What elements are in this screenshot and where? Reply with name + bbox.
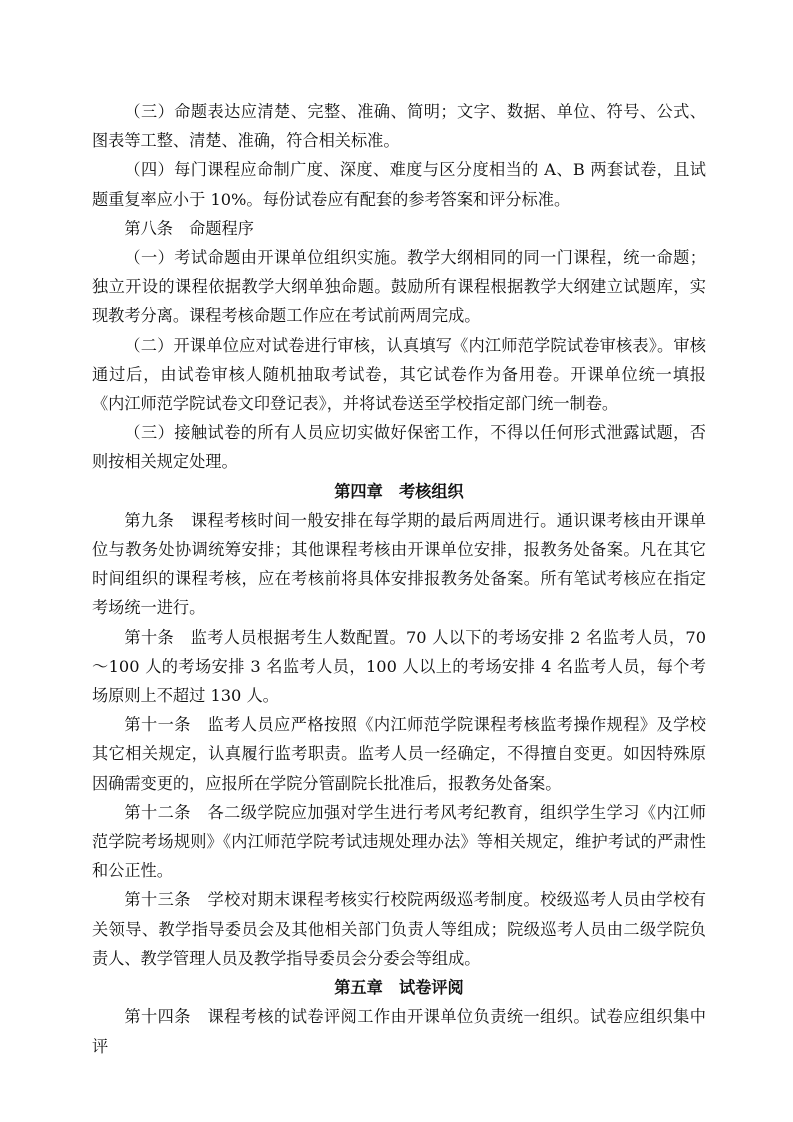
paragraph: 第九条 课程考核时间一般安排在每学期的最后两周进行。通识课考核由开课单位与教务处协调统筹安排；其他课程考核由开课单位安排，报教务处备案。凡在其它时间组织的课程考核，应在考核前将具体安排报教务处备案。所有笔试考核应在指定考场统一进行。	[92, 510, 706, 618]
paragraph: （三）命题表达应清楚、完整、准确、简明；文字、数据、单位、符号、公式、图表等工整、清楚、准确，符合相关标准。	[92, 102, 706, 151]
chapter-heading: 第四章 考核组织	[334, 481, 464, 501]
article-title: 第八条 命题程序	[124, 218, 254, 238]
paragraph: （二）开课单位应对试卷进行审核，认真填写《内江师范学院试卷审核表》。审核通过后，由试卷审核人随机抽取考试卷，其它试卷作为备用卷。开课单位统一填报《内江师范学院试卷文印登记表》，并将试卷送至学校指定部门统一制卷。	[92, 335, 706, 414]
paragraph: 第十二条 各二级学院应加强对学生进行考风考纪教育，组织学生学习《内江师范学院考场规则》《内江师范学院考试违规处理办法》等相关规定，维护考试的严肃性和公正性。	[92, 802, 706, 881]
paragraph: 第十三条 学校对期末课程考核实行校院两级巡考制度。校级巡考人员由学校有关领导、教学指导委员会及其他相关部门负责人等组成；院级巡考人员由二级学院负责人、教学管理人员及教学指导委员会分委会等组成。	[92, 890, 706, 968]
paragraph: 第十一条 监考人员应严格按照《内江师范学院课程考核监考操作规程》及学校其它相关规定，认真履行监考职责。监考人员一经确定，不得擅自变更。如因特殊原因确需变更的，应报所在学院分管副院长批准后，报教务处备案。	[92, 715, 706, 793]
paragraph: 第十条 监考人员根据考生人数配置。70 人以下的考场安排 2 名监考人员，70～100 人的考场安排 3 名监考人员，100 人以上的考场安排 4 名监考人员，每个考场原则上不超过 130 人。	[92, 627, 706, 706]
paragraph: （一）考试命题由开课单位组织实施。教学大纲相同的同一门课程，统一命题；独立开设的课程依据教学大纲单独命题。鼓励所有课程根据教学大纲建立试题库，实现教考分离。课程考核命题工作应在考试前两周完成。	[92, 248, 706, 326]
chapter-heading: 第五章 试卷评阅	[334, 978, 464, 998]
paragraph: 第十四条 课程考核的试卷评阅工作由开课单位负责统一组织。试卷应组织集中评	[92, 1007, 706, 1056]
paragraph: （三）接触试卷的所有人员应切实做好保密工作，不得以任何形式泄露试题，否则按相关规定处理。	[92, 423, 706, 472]
document-body	[92, 97, 706, 1061]
paragraph: （四）每门课程应命制广度、深度、难度与区分度相当的 A、B 两套试卷，且试题重复率应小于 10%。每份试卷应有配套的参考答案和评分标准。	[92, 160, 706, 209]
